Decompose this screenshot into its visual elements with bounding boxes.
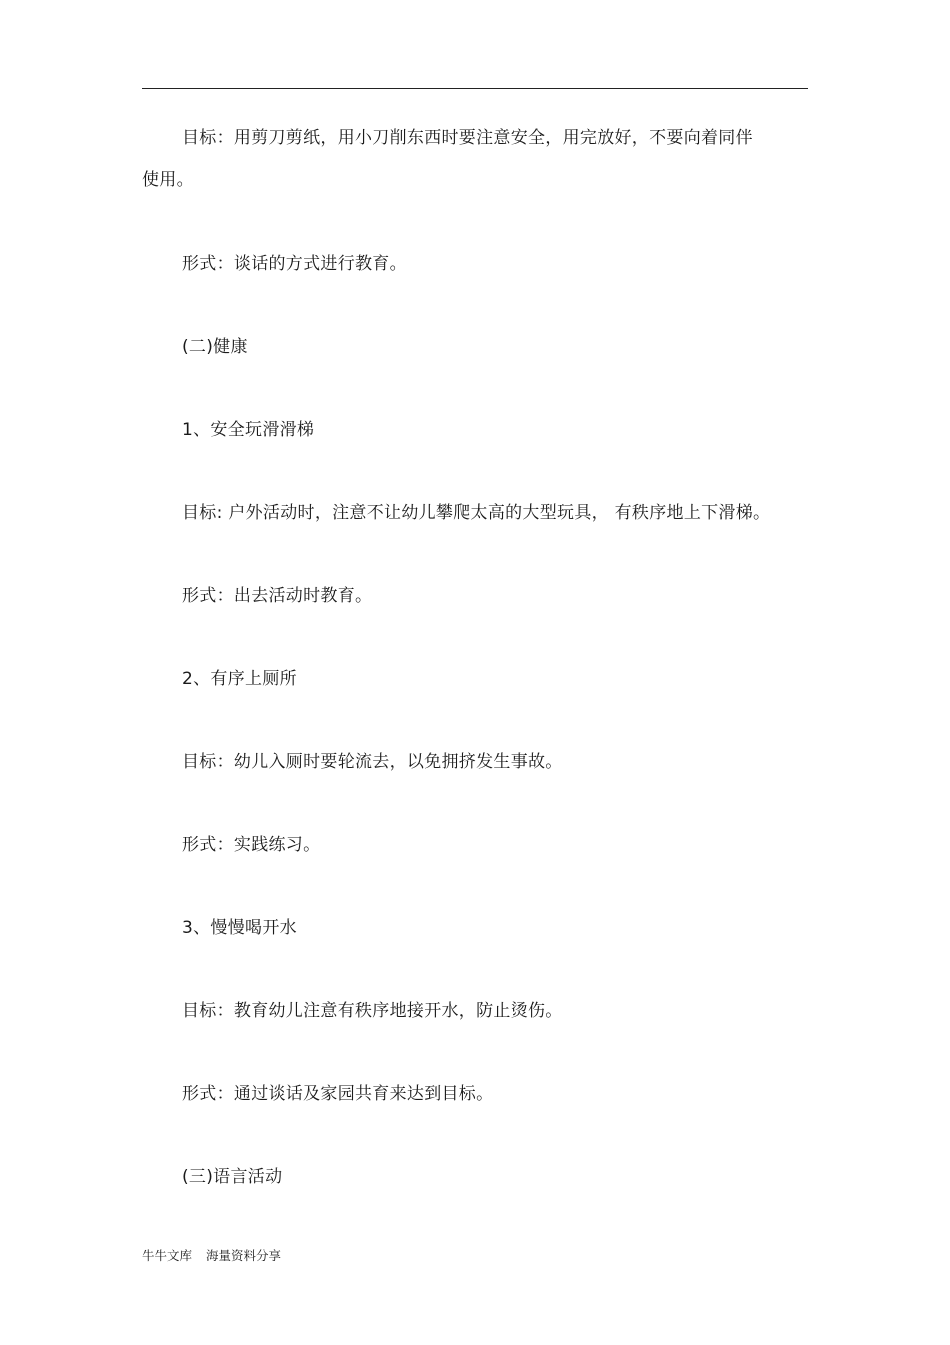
paragraph-goal-water: 目标：教育幼儿注意有秩序地接开水，防止烫伤。: [182, 1001, 563, 1021]
paragraph-form-talk: 形式：谈话的方式进行教育。: [182, 254, 407, 274]
section-heading-language: (三)语言活动: [182, 1167, 283, 1187]
paragraph-form-practice: 形式：实践练习。: [182, 835, 321, 855]
item-heading-toilet: 2、有序上厕所: [182, 669, 297, 689]
paragraph-goal-slide: 目标: 户外活动时，注意不让幼儿攀爬太高的大型玩具， 有秩序地上下滑梯。: [182, 503, 771, 523]
paragraph-form-outdoor: 形式：出去活动时教育。: [182, 586, 373, 606]
paragraph-goal-scissors: 目标：用剪刀剪纸，用小刀削东西时要注意安全，用完放好，不要向着同伴: [182, 128, 753, 148]
footer-site-name: 牛牛文库: [142, 1248, 193, 1263]
item-heading-slide: 1、安全玩滑滑梯: [182, 420, 315, 440]
paragraph-goal-toilet: 目标：幼儿入厕时要轮流去，以免拥挤发生事故。: [182, 752, 563, 772]
section-heading-health: (二)健康: [182, 337, 248, 357]
footer-slogan: 海量资料分享: [206, 1248, 282, 1263]
paragraph-form-family: 形式：通过谈话及家园共育来达到目标。: [182, 1084, 494, 1104]
header-rule: [142, 88, 808, 89]
paragraph-goal-scissors-continued: 使用。: [142, 170, 194, 190]
page-footer: [142, 1248, 281, 1264]
item-heading-water: 3、慢慢喝开水: [182, 918, 297, 938]
